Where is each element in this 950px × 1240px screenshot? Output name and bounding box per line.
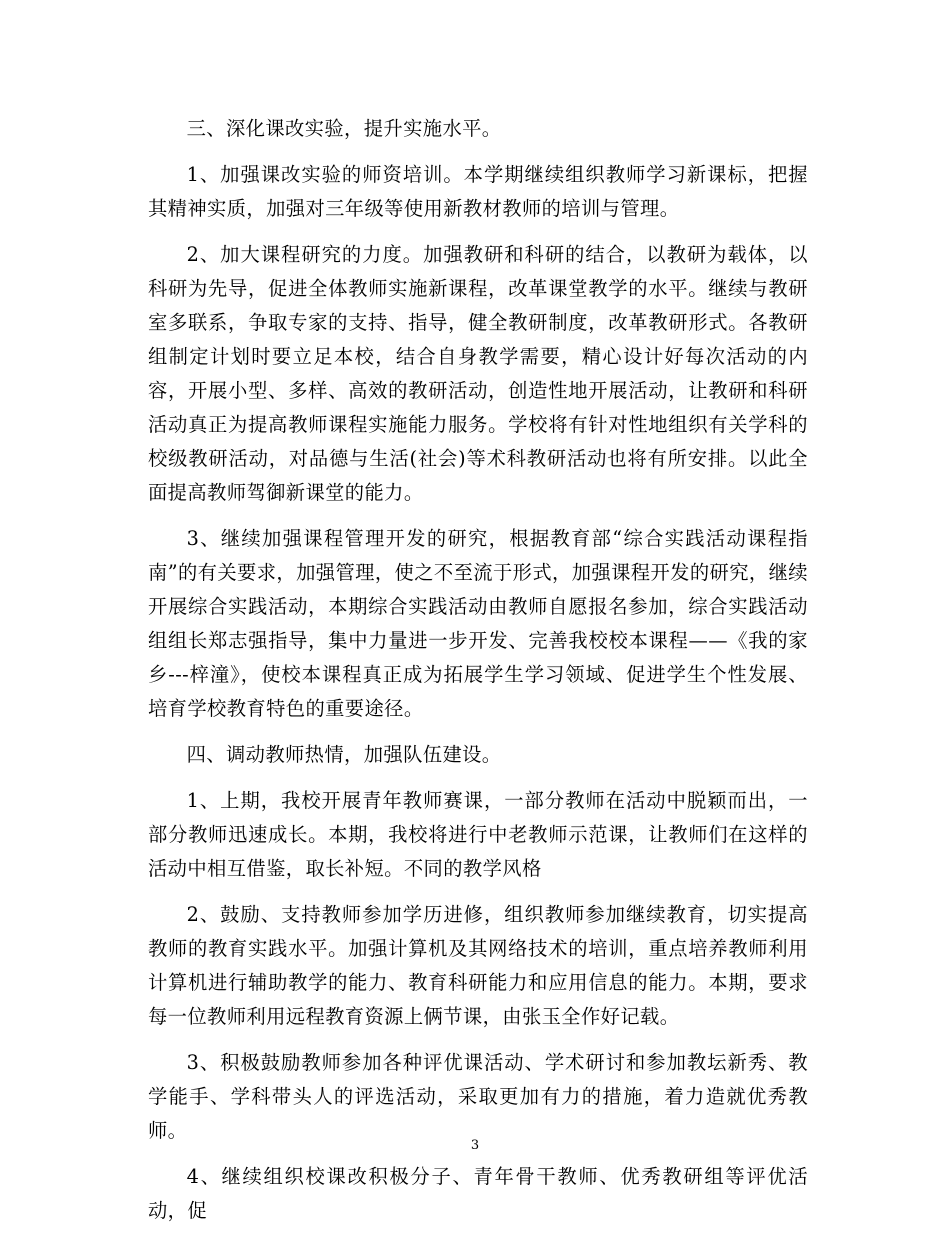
paragraph: 1、上期，我校开展青年教师赛课，一部分教师在活动中脱颖而出，一部分教师迅速成长。本期，我校将进行中老教师示范课，让教师们在这样的活动中相互借鉴，取长补短。不同的教学风格 bbox=[148, 789, 808, 880]
section-heading-3: 三、深化课改实验，提升实施水平。 bbox=[186, 117, 502, 140]
paragraph: 3、继续加强课程管理开发的研究，根据教育部“综合实践活动课程指南”的有关要求，加强管理，使之不至流于形式，加强课程开发的研究，继续开展综合实践活动，本期综合实践活动由教师自愿报名参加，综合实践活动组组长郑志强指导，集中力量进一步开发、完善我校校本课程——《我的家乡---梓潼》，使校本课程真正成为拓展学生学习领域、促进学生个性发展、培育学校教育特色的重要途径。 bbox=[148, 527, 808, 720]
section-heading-4: 四、调动教师热情，加强队伍建设。 bbox=[186, 743, 502, 766]
paragraph: 2、加大课程研究的力度。加强教研和科研的结合，以教研为载体，以科研为先导，促进全体教师实施新课程，改革课堂教学的水平。继续与教研室多联系，争取专家的支持、指导，健全教研制度，改革教研形式。各教研组制定计划时要立足本校，结合自身教学需要，精心设计好每次活动的内容，开展小型、多样、高效的教研活动，创造性地开展活动，让教研和科研活动真正为提高教师课程实施能力服务。学校将有针对性地组织有关学科的校级教研活动，对品德与生活(社会)等术科教研活动也将有所安排。以此全面提高教师驾御新课堂的能力。 bbox=[148, 243, 808, 504]
paragraph: 4、继续组织校课改积极分子、青年骨干教师、优秀教研组等评优活动，促 bbox=[148, 1165, 808, 1222]
paragraph: 1、加强课改实验的师资培训。本学期继续组织教师学习新课标，把握其精神实质，加强对三年级等使用新教材教师的培训与管理。 bbox=[148, 163, 808, 220]
paragraph: 3、积极鼓励教师参加各种评优课活动、学术研讨和参加教坛新秀、教学能手、学科带头人的评选活动，采取更加有力的措施，着力造就优秀教师。 bbox=[148, 1051, 808, 1142]
document-body bbox=[148, 112, 808, 1240]
paragraph: 2、鼓励、支持教师参加学历进修，组织教师参加继续教育，切实提高教师的教育实践水平。加强计算机及其网络技术的培训，重点培养教师利用计算机进行辅助教学的能力、教育科研能力和应用信息的能力。本期，要求每一位教师利用远程教育资源上俩节课，由张玉全作好记载。 bbox=[148, 903, 808, 1028]
page-number: 3 bbox=[470, 1138, 480, 1153]
